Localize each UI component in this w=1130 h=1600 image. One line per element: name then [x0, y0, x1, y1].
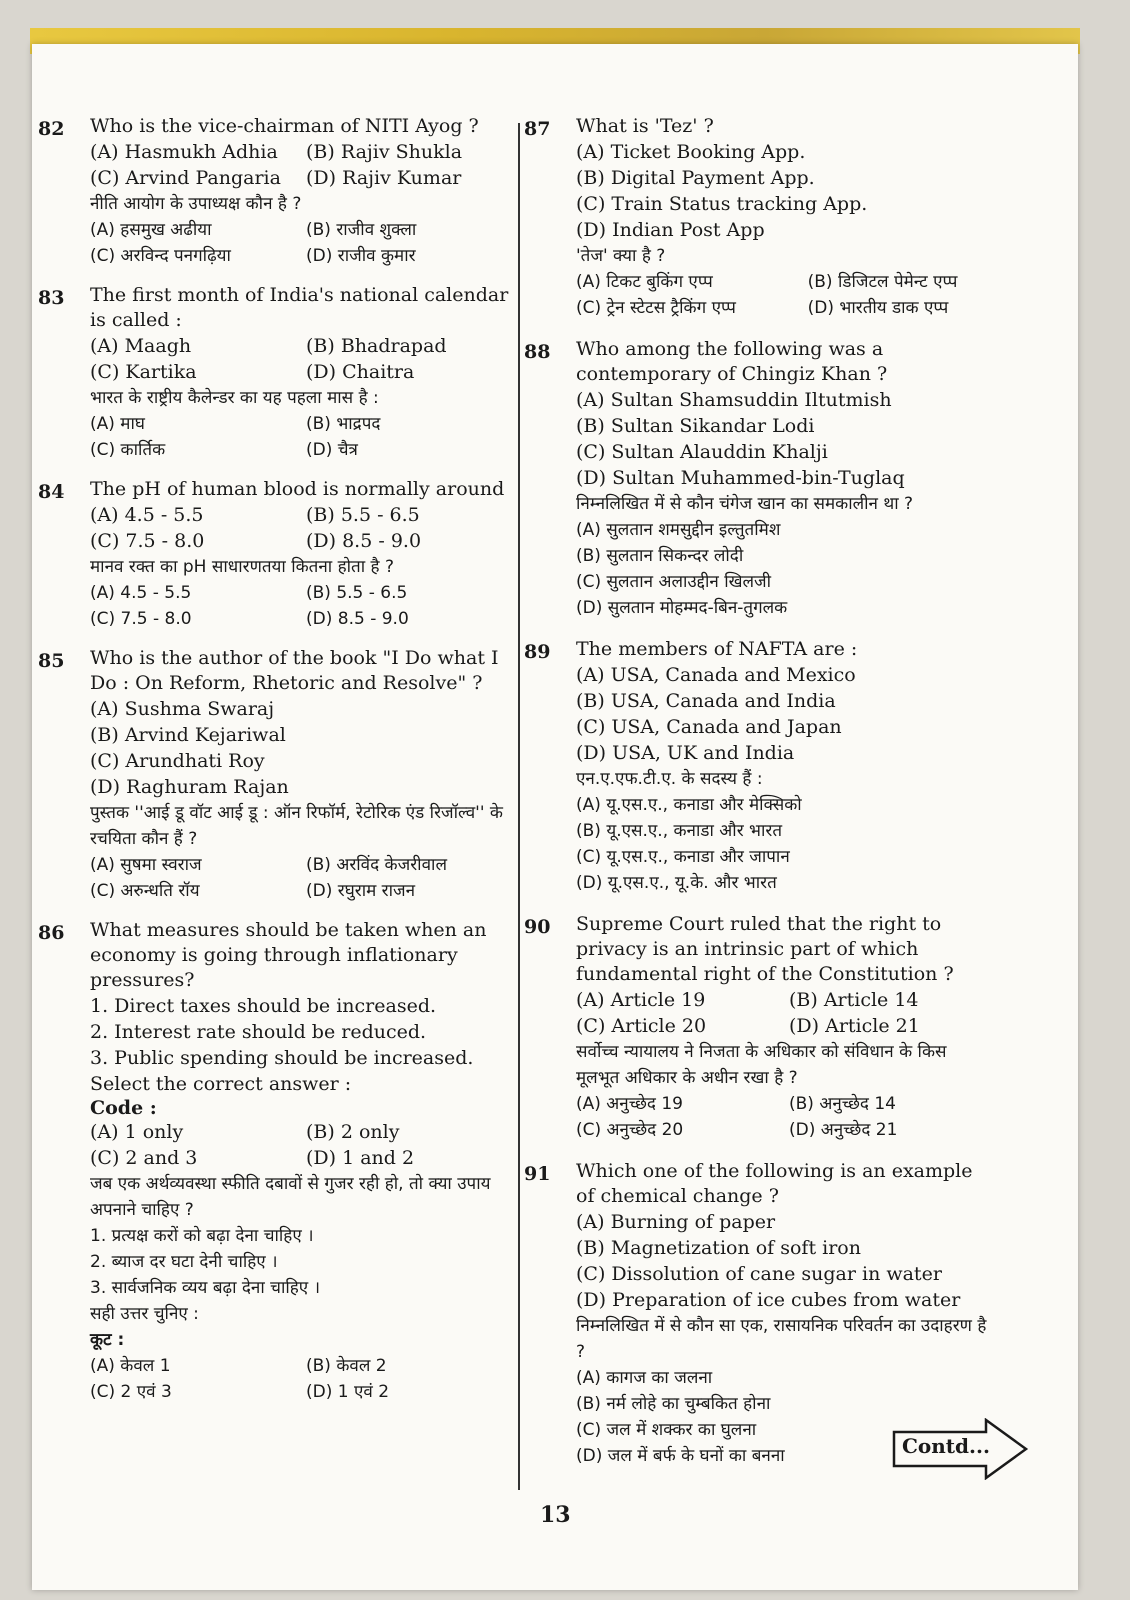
continued-label: Contd...: [902, 1434, 990, 1458]
question-stem-hi: पुस्तक ''आई डू वॉट आई डू : ऑन रिफॉर्म, रेटोरिक एंड रिजॉल्व'' के रचयिता कौन हैं ?: [90, 803, 503, 849]
question-stem-en: What is 'Tez' ?: [576, 115, 714, 137]
statement-2-hi: 2. ब्याज दर घटा देनी चाहिए ।: [90, 1252, 278, 1272]
option-a[interactable]: (A) Burning of paper: [576, 1211, 776, 1233]
code-label-hi: कूट :: [90, 1330, 125, 1350]
select-instruction: Select the correct answer :: [90, 1073, 352, 1095]
option-c-hi[interactable]: (C) यू.एस.ए., कनाडा और जापान: [576, 847, 790, 867]
option-b[interactable]: (B) 2 only: [306, 1121, 400, 1143]
option-a[interactable]: (A) Article 19: [576, 989, 706, 1011]
question-stem-en: The pH of human blood is normally around: [90, 478, 505, 500]
option-a-hi[interactable]: (A) 4.5 - 5.5: [90, 583, 192, 603]
question-stem-hi: निम्नलिखित में से कौन सा एक, रासायनिक परिवर्तन का उदाहरण है ?: [576, 1316, 987, 1362]
question-stem-hi: सर्वोच्च न्यायालय ने निजता के अधिकार को संविधान के किस मूलभूत अधिकार के अधीन रखा है ?: [576, 1042, 947, 1088]
option-a-hi[interactable]: (A) माघ: [90, 414, 145, 434]
question-stem-hi: 'तेज' क्या है ?: [576, 246, 666, 266]
options-hi: [576, 517, 994, 621]
option-d[interactable]: (D) 1 and 2: [306, 1147, 415, 1169]
question-stem-hi: भारत के राष्ट्रीय कैलेन्डर का यह पहला मास है :: [90, 388, 379, 408]
question-82: [38, 114, 514, 269]
question-stem-en: Who is the vice-chairman of NITI Ayog ?: [90, 115, 479, 137]
question-83: [38, 283, 514, 463]
options-hi: [576, 792, 994, 896]
option-d[interactable]: (D) Preparation of ice cubes from water: [576, 1289, 961, 1311]
options-hi: [90, 580, 514, 632]
option-c[interactable]: (C) Dissolution of cane sugar in water: [576, 1263, 942, 1285]
option-d[interactable]: (D) Indian Post App: [576, 219, 765, 241]
statement-3: 3. Public spending should be increased.: [90, 1047, 474, 1069]
option-b-hi[interactable]: (B) भाद्रपद: [306, 414, 381, 434]
options-en: [576, 387, 994, 491]
option-a-hi[interactable]: (A) यू.एस.ए., कनाडा और मेक्सिको: [576, 795, 802, 815]
option-d-hi[interactable]: (D) चैत्र: [306, 440, 358, 460]
option-c-hi[interactable]: (C) अरुन्धति रॉय: [90, 881, 200, 901]
option-b[interactable]: (B) Digital Payment App.: [576, 167, 815, 189]
option-d-hi[interactable]: (D) 8.5 - 9.0: [306, 609, 409, 629]
options-hi: [90, 852, 514, 904]
option-c-hi[interactable]: (C) सुलतान अलाउद्दीन खिलजी: [576, 572, 772, 592]
question-stem-hi: निम्नलिखित में से कौन चंगेज खान का समकालीन था ?: [576, 494, 914, 514]
question-88: [524, 337, 994, 621]
option-b[interactable]: (B) Bhadrapad: [306, 335, 447, 357]
question-number: 91: [524, 1163, 551, 1185]
option-d[interactable]: (D) Raghuram Rajan: [90, 776, 289, 798]
question-85: [38, 646, 514, 904]
options-hi: [90, 217, 514, 269]
option-d-hi[interactable]: (D) 1 एवं 2: [306, 1382, 390, 1402]
option-a-hi[interactable]: (A) सुषमा स्वराज: [90, 855, 202, 875]
options-hi: [576, 269, 994, 321]
option-b-hi[interactable]: (B) राजीव शुक्ला: [306, 220, 417, 240]
option-c[interactable]: (C) Train Status tracking App.: [576, 193, 868, 215]
option-b[interactable]: (B) USA, Canada and India: [576, 690, 836, 712]
option-d-hi[interactable]: (D) राजीव कुमार: [306, 246, 416, 266]
question-stem-en: The members of NAFTA are :: [576, 638, 858, 660]
option-a[interactable]: (A) Sushma Swaraj: [90, 698, 275, 720]
question-stem-en: The first month of India's national calendar is called :: [90, 284, 509, 331]
question-number: 89: [524, 641, 551, 663]
option-b[interactable]: (B) Article 14: [789, 989, 919, 1011]
continued-arrow[interactable]: [890, 1418, 1030, 1480]
option-a[interactable]: (A) 1 only: [90, 1121, 184, 1143]
option-c-hi[interactable]: (C) 2 एवं 3: [90, 1382, 172, 1402]
option-d-hi[interactable]: (D) भारतीय डाक एप्प: [807, 298, 949, 318]
option-b[interactable]: (B) Magnetization of soft iron: [576, 1237, 861, 1259]
question-number: 83: [38, 287, 65, 309]
option-c-hi[interactable]: (C) जल में शक्कर का घुलना: [576, 1420, 757, 1440]
question-stem-en: Who is the author of the book "I Do what I Do : On Reform, Rhetoric and Resolve" ?: [90, 647, 499, 694]
options-en: [90, 1119, 514, 1171]
option-d[interactable]: (D) 8.5 - 9.0: [306, 530, 422, 552]
options-en: [90, 696, 514, 800]
option-c-hi[interactable]: (C) अरविन्द पनगढ़िया: [90, 246, 231, 266]
option-a-hi[interactable]: (A) अनुच्छेद 19: [576, 1094, 683, 1114]
question-stem-hi: नीति आयोग के उपाध्यक्ष कौन है ?: [90, 194, 302, 214]
option-c[interactable]: (C) Sultan Alauddin Khalji: [576, 441, 828, 463]
option-c-hi[interactable]: (C) अनुच्छेद 20: [576, 1120, 684, 1140]
options-en: [90, 139, 514, 191]
question-87: [524, 114, 994, 321]
option-c-hi[interactable]: (C) ट्रेन स्टेटस ट्रैकिंग एप्प: [576, 298, 736, 318]
option-d[interactable]: (D) Chaitra: [306, 361, 415, 383]
options-en: [90, 333, 514, 385]
option-a-hi[interactable]: (A) कागज का जलना: [576, 1368, 713, 1388]
option-d-hi[interactable]: (D) यू.एस.ए., यू.के. और भारत: [576, 873, 777, 893]
question-86: [38, 918, 514, 1405]
option-c[interactable]: (C) Arundhati Roy: [90, 750, 265, 772]
options-hi: [576, 1091, 994, 1143]
question-stem-hi: जब एक अर्थव्यवस्था स्फीति दबावों से गुजर रही हो, तो क्या उपाय अपनाने चाहिए ?: [90, 1174, 491, 1220]
option-b-hi[interactable]: (B) डिजिटल पेमेन्ट एप्प: [807, 272, 958, 292]
options-en: [576, 139, 994, 243]
option-d-hi[interactable]: (D) रघुराम राजन: [306, 881, 416, 901]
question-stem-en: Who among the following was a contemporary of Chingiz Khan ?: [576, 338, 888, 385]
option-a[interactable]: (A) USA, Canada and Mexico: [576, 664, 856, 686]
option-d-hi[interactable]: (D) जल में बर्फ के घनों का बनना: [576, 1446, 785, 1466]
option-c[interactable]: (C) Article 20: [576, 1015, 707, 1037]
select-instruction-hi: सही उत्तर चुनिए :: [90, 1304, 199, 1324]
option-a-hi[interactable]: (A) सुलतान शमसुद्दीन इल्तुतमिश: [576, 520, 781, 540]
option-b-hi[interactable]: (B) नर्म लोहे का चुम्बकित होना: [576, 1394, 771, 1414]
statement-3-hi: 3. सार्वजनिक व्यय बढ़ा देना चाहिए ।: [90, 1278, 321, 1298]
option-a[interactable]: (A) Ticket Booking App.: [576, 141, 806, 163]
option-a-hi[interactable]: (A) टिकट बुकिंग एप्प: [576, 272, 713, 292]
column-divider: [518, 123, 520, 1490]
option-b[interactable]: (B) Sultan Sikandar Lodi: [576, 415, 815, 437]
statement-1-hi: 1. प्रत्यक्ष करों को बढ़ा देना चाहिए ।: [90, 1226, 314, 1246]
option-b[interactable]: (B) Arvind Kejariwal: [90, 724, 286, 746]
question-90: [524, 912, 994, 1143]
options-hi: [90, 411, 514, 463]
option-c-hi[interactable]: (C) 7.5 - 8.0: [90, 609, 192, 629]
right-column: [524, 114, 994, 1469]
option-b-hi[interactable]: (B) सुलतान सिकन्दर लोदी: [576, 546, 744, 566]
option-c[interactable]: (C) Arvind Pangaria: [90, 167, 281, 189]
options-en: [576, 662, 994, 766]
left-column: [38, 114, 514, 1405]
question-number: 85: [38, 650, 65, 672]
question-89: [524, 637, 994, 896]
options-en: [90, 502, 514, 554]
option-a[interactable]: (A) Maagh: [90, 335, 192, 357]
option-b-hi[interactable]: (B) यू.एस.ए., कनाडा और भारत: [576, 821, 783, 841]
option-a[interactable]: (A) 4.5 - 5.5: [90, 504, 204, 526]
option-d[interactable]: (D) Sultan Muhammed-bin-Tuglaq: [576, 467, 905, 489]
option-b-hi[interactable]: (B) 5.5 - 6.5: [306, 583, 408, 603]
option-b-hi[interactable]: (B) केवल 2: [306, 1356, 387, 1376]
option-d-hi[interactable]: (D) सुलतान मोहम्मद-बिन-तुगलक: [576, 598, 788, 618]
question-number: 82: [38, 118, 65, 140]
options-en: [576, 987, 994, 1039]
option-c[interactable]: (C) USA, Canada and Japan: [576, 716, 842, 738]
option-a[interactable]: (A) Sultan Shamsuddin Iltutmish: [576, 389, 892, 411]
option-c[interactable]: (C) 2 and 3: [90, 1147, 198, 1169]
option-a[interactable]: (A) Hasmukh Adhia: [90, 141, 278, 163]
option-d-hi[interactable]: (D) अनुच्छेद 21: [789, 1120, 898, 1140]
question-number: 88: [524, 341, 551, 363]
options-hi: [90, 1353, 514, 1405]
question-84: [38, 477, 514, 632]
option-d[interactable]: (D) USA, UK and India: [576, 742, 795, 764]
option-b-hi[interactable]: (B) अनुच्छेद 14: [789, 1094, 896, 1114]
question-stem-en: What measures should be taken when an economy is going through inflationary pressures?: [90, 919, 487, 991]
option-b[interactable]: (B) Rajiv Shukla: [306, 141, 463, 163]
statement-1: 1. Direct taxes should be increased.: [90, 995, 437, 1017]
option-d[interactable]: (D) Rajiv Kumar: [306, 167, 462, 189]
question-stem-hi: मानव रक्त का pH साधारणतया कितना होता है ?: [90, 557, 394, 577]
options-en: [576, 1209, 994, 1313]
option-d[interactable]: (D) Article 21: [789, 1015, 920, 1037]
option-a-hi[interactable]: (A) केवल 1: [90, 1356, 171, 1376]
question-stem-hi: एन.ए.एफ.टी.ए. के सदस्य हैं :: [576, 769, 763, 789]
option-c[interactable]: (C) 7.5 - 8.0: [90, 530, 205, 552]
option-c-hi[interactable]: (C) कार्तिक: [90, 440, 166, 460]
page-number: 13: [540, 1502, 571, 1528]
question-stem-en: Supreme Court ruled that the right to privacy is an intrinsic part of which fundamental right of the Constitution ?: [576, 913, 954, 985]
option-b[interactable]: (B) 5.5 - 6.5: [306, 504, 420, 526]
question-number: 84: [38, 481, 65, 503]
code-label: Code :: [90, 1097, 157, 1119]
question-number: 87: [524, 118, 551, 140]
statement-2: 2. Interest rate should be reduced.: [90, 1021, 427, 1043]
question-stem-en: Which one of the following is an example of chemical change ?: [576, 1160, 973, 1207]
question-number: 90: [524, 916, 551, 938]
option-a-hi[interactable]: (A) हसमुख अढीया: [90, 220, 212, 240]
question-number: 86: [38, 922, 65, 944]
option-b-hi[interactable]: (B) अरविंद केजरीवाल: [306, 855, 447, 875]
option-c[interactable]: (C) Kartika: [90, 361, 197, 383]
